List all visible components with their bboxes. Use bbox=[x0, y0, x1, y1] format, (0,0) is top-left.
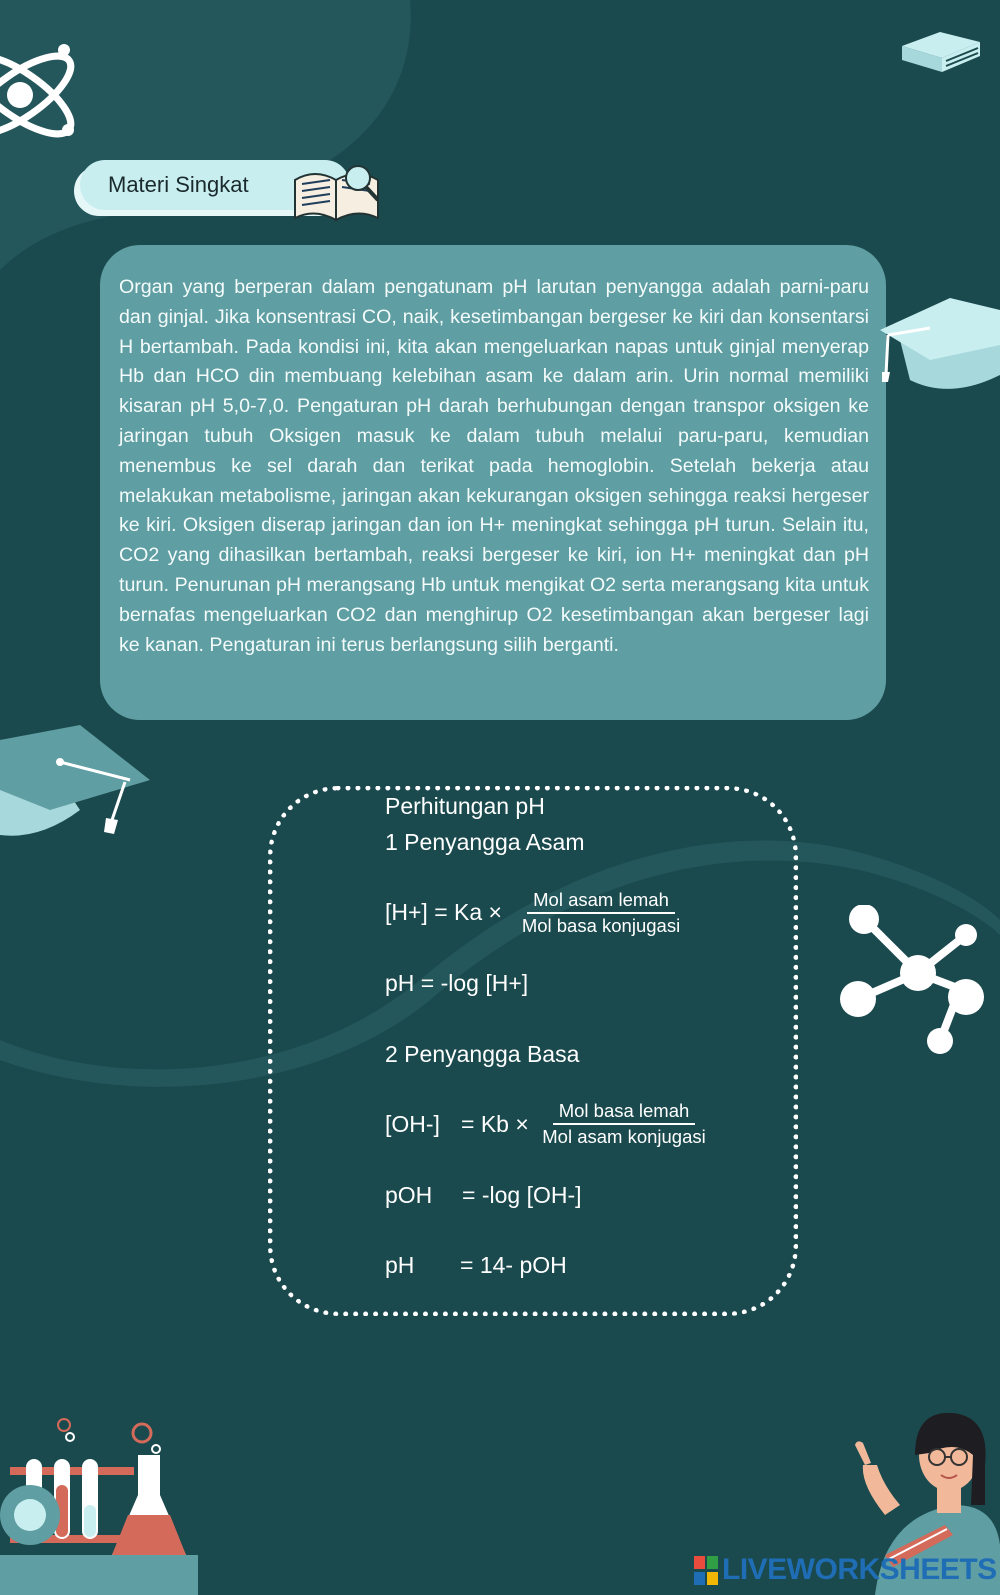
ph-label: pH bbox=[385, 1252, 415, 1278]
acid-formula-lhs: [H+] = Ka × bbox=[385, 899, 502, 925]
acid-numerator: Mol asam lemah bbox=[527, 889, 675, 914]
section-title: Materi Singkat bbox=[108, 172, 249, 197]
base-numerator: Mol basa lemah bbox=[553, 1100, 696, 1125]
graduation-cap-icon-left bbox=[0, 720, 155, 850]
acid-buffer-heading: 1 Penyangga Asam bbox=[385, 829, 585, 855]
atom-icon bbox=[0, 30, 100, 160]
ph-expression: = 14- pOH bbox=[460, 1252, 567, 1278]
content-card bbox=[100, 245, 886, 720]
poh-label: pOH bbox=[385, 1182, 433, 1208]
acid-denominator: Mol basa konjugasi bbox=[521, 915, 681, 936]
content-paragraph: Organ yang berperan dalam pengatunam pH larutan penyangga adalah parni-paru dan ginjal. Jika konsentrasi CO, naik, kesetimbangan bergeser ke kiri dan konsentarsi H bertambah. Pada kondisi ini, kita akan mengeluarkan napas untuk ginjal menyerap Hb dan HCO din membuang kelebihan asam ke dalam arin. Urin normal memiliki kisaran pH 5,0-7,0. Pengaturan pH darah berhubungan dengan transpor oksigen ke jaringan tubuh Oksigen masuk ke dalam tubuh melalui paru-paru, kemudian menembus ke sel darah dan terikat pada hemoglobin. Setelah bekerja atau melakukan metabolisme, jaringan akan kekurangan oksigen sehingga reaksi hergeser ke kiri. Oksigen diserap jaringan dan ion H+ meningkat sehingga pH turun. Selain itu, CO2 yang dihasilkan bertambah, reaksi bergeser ke kiri, ion H+ meningkat dan pH turun. Penurunan pH merangsang Hb untuk mengikat O2 serta merangsang kita untuk bernafas mengeluarkan CO2 dan menghirup O2 kesetimbangan akan bergeser lagi ke kanan. Pengaturan ini terus berlangsung silih berganti. bbox=[119, 276, 869, 656]
liveworksheets-watermark: LIVEWORKSHEETS bbox=[722, 1553, 997, 1586]
graduation-cap-icon bbox=[880, 290, 1000, 400]
formula-title: Perhitungan pH bbox=[385, 793, 545, 819]
base-buffer-heading: 2 Penyangga Basa bbox=[385, 1041, 580, 1067]
base-formula-lhs-label: [OH-] bbox=[385, 1111, 440, 1137]
acid-ph-formula: pH = -log [H+] bbox=[385, 970, 529, 996]
base-formula-lhs-expr: = Kb × bbox=[461, 1111, 529, 1137]
base-fraction bbox=[532, 1100, 716, 1148]
open-book-icon bbox=[290, 160, 385, 225]
base-denominator: Mol asam konjugasi bbox=[542, 1126, 706, 1147]
molecule-icon bbox=[840, 905, 1000, 1065]
book-stack-icon bbox=[900, 28, 982, 76]
lab-equipment-icon bbox=[0, 1415, 200, 1595]
acid-fraction bbox=[512, 889, 690, 937]
liveworksheets-logo-icon bbox=[694, 1554, 720, 1588]
poh-expression: = -log [OH-] bbox=[462, 1182, 582, 1208]
